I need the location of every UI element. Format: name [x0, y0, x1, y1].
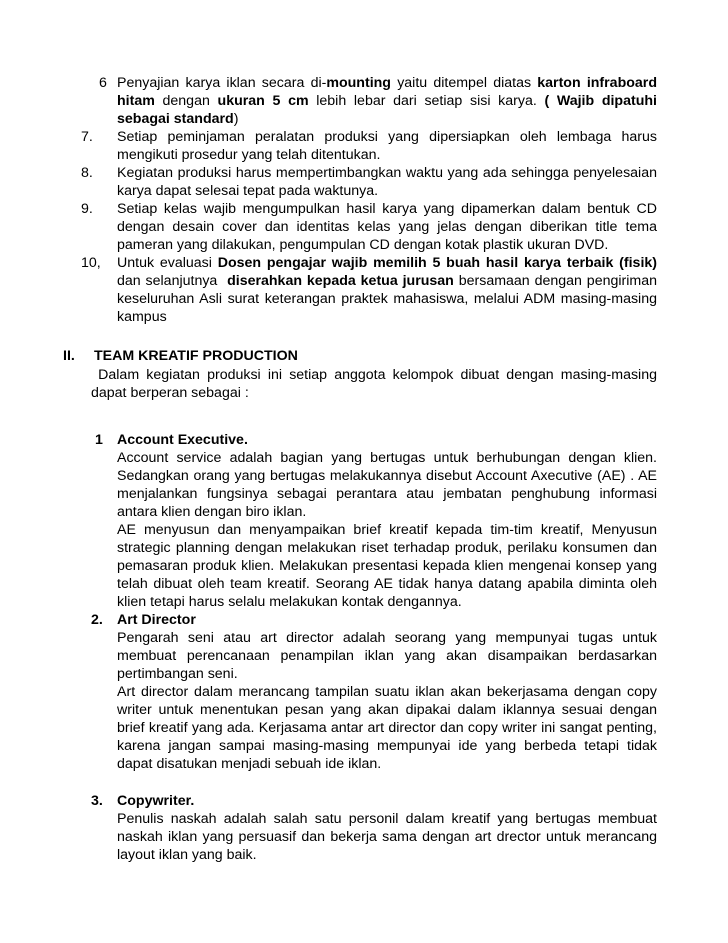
section-number: II. [63, 348, 75, 364]
role-text-line: menjalankan fungsinya sebagai perantara atau jembatan penghubung informasi [117, 486, 657, 502]
list-item-line: Untuk evaluasi Dosen pengajar wajib memilih 5 buah hasil karya terbaik (fisik) [117, 255, 658, 271]
list-item-line: dan selanjutnya diserahkan kepada ketua jurusan bersamaan dengan pengiriman [117, 273, 657, 289]
list-number: 8. [81, 165, 93, 181]
role-number: 3. [91, 793, 103, 809]
role-text-line: brief kreatif yang ada. Kerjasama antar art director dan copy writer ini sangat penting, [117, 720, 657, 736]
list-item-line: Setiap kelas wajib mengumpulkan hasil karya yang dipamerkan dalam bentuk CD [117, 201, 657, 217]
list-item-line: Kegiatan produksi harus mempertimbangkan waktu yang ada sehingga penyelesaian [117, 165, 657, 181]
role-text-line: Account service adalah bagian yang bertugas untuk berhubungan dengan klien. [117, 450, 657, 466]
list-item-line: sebagai standard) [117, 111, 239, 127]
role-text-line: dapat disatukan menjadi sebuah ide iklan. [117, 756, 382, 772]
list-item-line: Penyajian karya iklan secara di-mounting yaitu ditempel diatas karton infraboard [117, 75, 657, 91]
section-title: TEAM KREATIF PRODUCTION [94, 348, 298, 364]
role-text-line: naskah iklan yang persuasif dan bekerja sama dengan art drector untuk merancang [117, 829, 657, 845]
role-text-line: pemasaran produk klien. Melakukan presentasi kepada klien mengenai konsep yang [117, 558, 657, 574]
role-text-line: karena jangan sampai masing-masing mempunyai ide yang berbeda tetapi tidak [117, 738, 657, 754]
role-text-line: telah dibuat oleh team kreatif. Seorang AE tidak hanya datang apabila diminta oleh [117, 576, 657, 592]
list-item-line: Setiap peminjaman peralatan produksi yang dipersiapkan oleh lembaga harus [117, 129, 657, 145]
role-number: 1 [95, 432, 103, 448]
list-number: 6 [99, 75, 107, 91]
role-text-line: Art director dalam merancang tampilan suatu iklan akan bekerjasama dengan copy [117, 684, 657, 700]
list-number: 9. [81, 201, 93, 217]
list-number: 7. [81, 129, 93, 145]
role-title: Art Director [117, 612, 196, 628]
role-text-line: Penulis naskah adalah salah satu personil dalam kreatif yang bertugas membuat [117, 811, 657, 827]
list-item-line: hitam dengan ukuran 5 cm lebih lebar dari setiap sisi karya. ( Wajib dipatuhi [117, 93, 657, 109]
role-text-line: Sedangkan orang yang bertugas melakukannya disebut Account Axecutive (AE) . AE [117, 468, 657, 484]
role-text-line: Pengarah seni atau art director adalah seorang yang mempunyai tugas untuk [117, 630, 657, 646]
role-text-line: klien tetapi harus selalu melakukan kontak dengannya. [117, 594, 462, 610]
list-number: 10, [81, 255, 101, 271]
list-item-line: pameran yang dilakukan, pengumpulan CD dengan kotak plastik ukuran DVD. [117, 237, 609, 253]
role-text-line: writer untuk menentukan pesan yang akan dipakai dalam iklannya sesuai dengan [117, 702, 657, 718]
role-text-line: antara klien dengan biro iklan. [117, 504, 307, 520]
role-text-line: pertimbangan seni. [117, 666, 238, 682]
role-text-line: AE menyusun dan menyampaikan brief kreatif kepada tim-tim kreatif, Menyusun [117, 522, 657, 538]
role-text-line: strategic planning dengan melakukan riset terhadap produk, perilaku konsumen dan [117, 540, 657, 556]
list-item-line: karya dapat selesai tepat pada waktunya. [117, 183, 379, 199]
role-title: Copywriter. [117, 793, 195, 809]
role-text-line: layout iklan yang baik. [117, 847, 257, 863]
list-item-line: keseluruhan Asli surat keterangan praktek mahasiswa, melalui ADM masing-masing [117, 291, 657, 307]
section-intro-line: Dalam kegiatan produksi ini setiap anggota kelompok dibuat dengan masing-masing [91, 367, 657, 383]
role-text-line: membuat perencanaan penampilan iklan yang akan disampaikan berdasarkan [117, 648, 657, 664]
role-title: Account Executive. [117, 432, 248, 448]
list-item-line: kampus [117, 309, 167, 325]
list-item-line: dengan desain cover dan identitas kelas yang jelas dengan diberikan title tema [117, 219, 657, 235]
list-item-line: mengikuti prosedur yang telah ditentukan. [117, 147, 381, 163]
role-number: 2. [91, 612, 103, 628]
section-intro-line: dapat berperan sebagai : [91, 385, 249, 401]
